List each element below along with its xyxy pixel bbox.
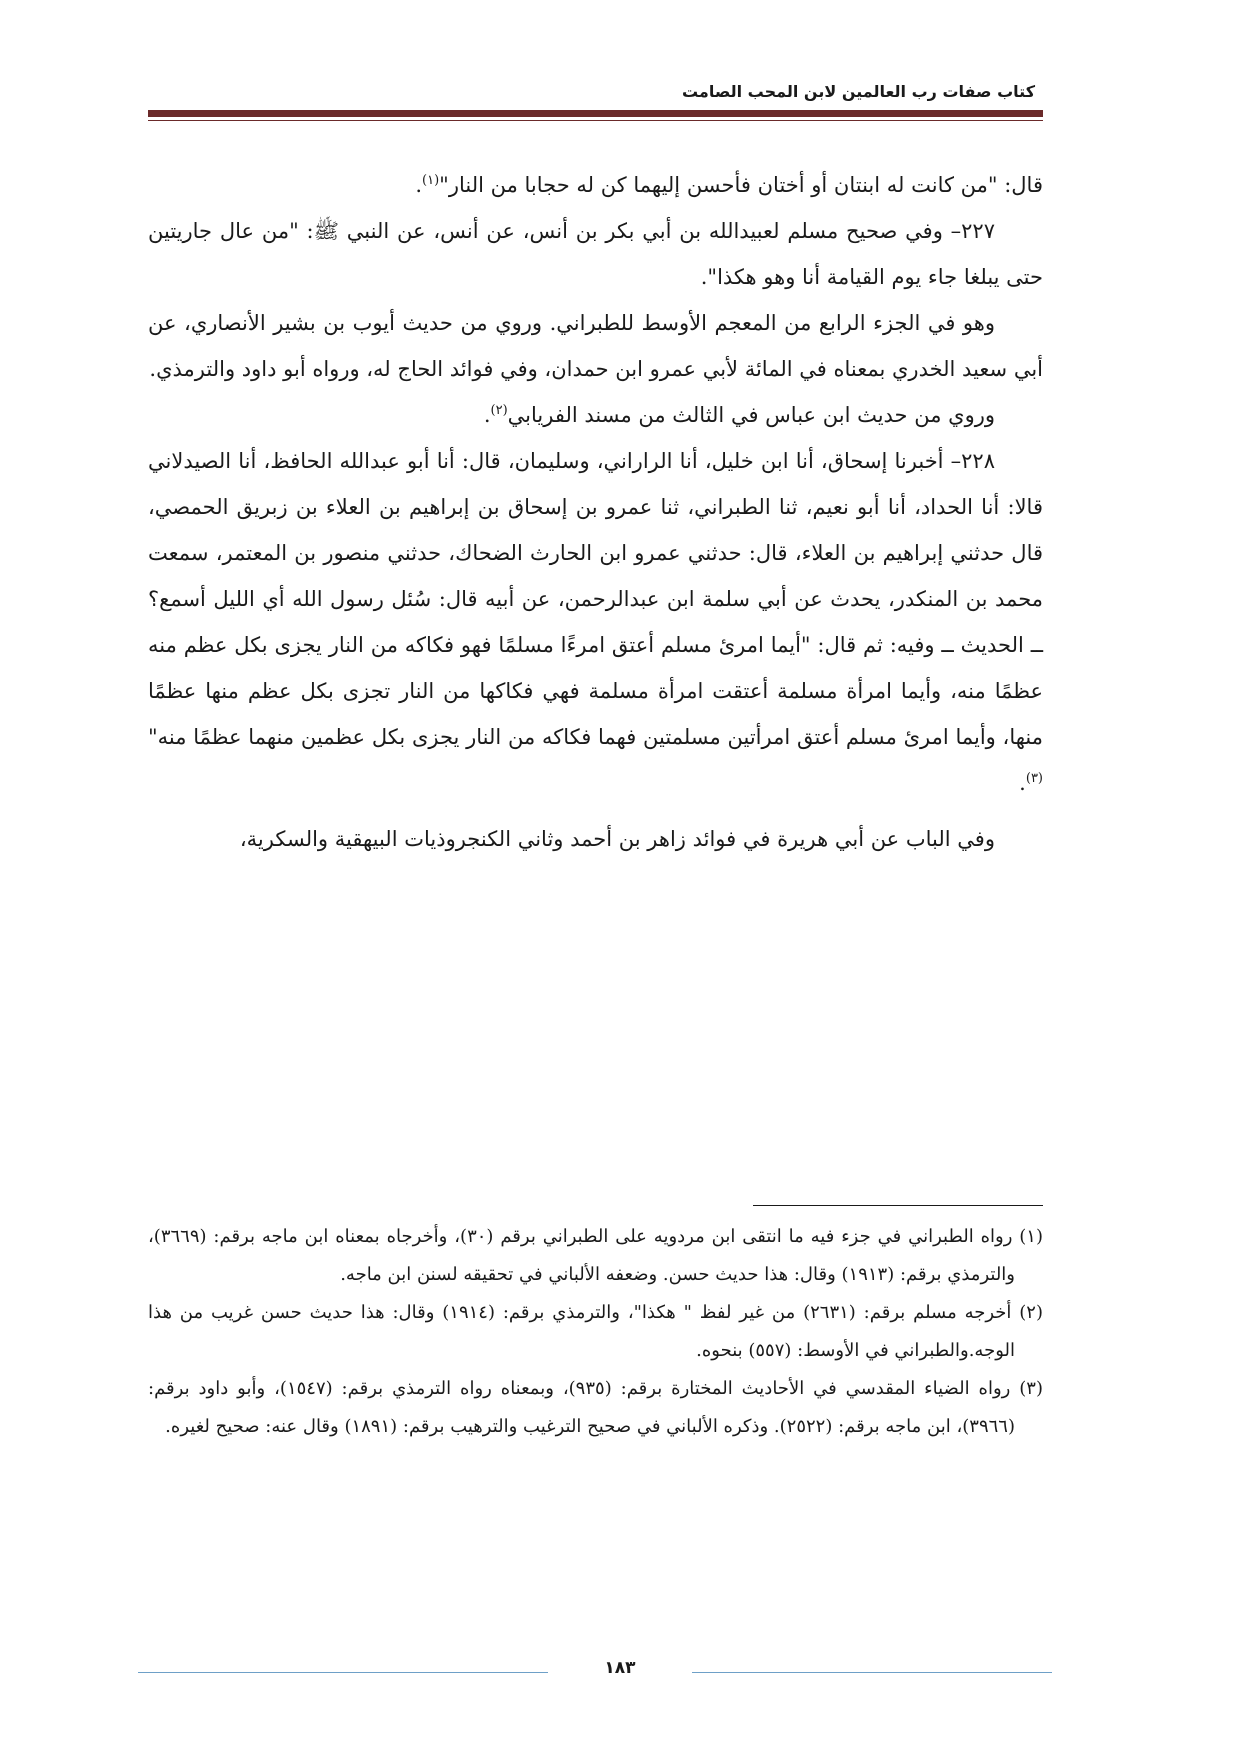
footnote-1: (١) رواه الطبراني في جزء فيه ما انتقى ابن مردويه على الطبراني برقم (٣٠)، وأخرجاه بمعناه ابن ماجه برقم: (٣٦٦٩)، والترمذي برقم: (١٩١٣) وقال: هذا حديث حسن. وضعفه الألباني في تحقيقه لسنن ابن ماجه. — [148, 1226, 1043, 1285]
paragraph-5-end: . — [1019, 771, 1026, 795]
paragraph-5-text: ٢٢٨– أخبرنا إسحاق، أنا ابن خليل، أنا الراراني، وسليمان، قال: أنا أبو عبدالله الحافظ، أنا الصيدلاني قالا: أنا الحداد، أنا أبو نعيم، ثنا الطبراني، ثنا عمرو بن إسحاق بن إبراهيم بن العلاء بن زبريق الحمصي، قال حدثني إبراهيم بن العلاء، قال: حدثني عمرو ابن الحارث الضحاك، حدثني منصور بن المعتمر، سمعت محمد بن المنكدر، يحدث عن أبي سلمة ابن عبدالرحمن، عن أبيه قال: سُئل رسول الله أي الليل أسمع؟ ــ الحديث ــ وفيه: ثم قال: "أيما امرئ مسلم أعتق امرءًا مسلمًا فهو فكاكه من النار يجزى بكل عظم منه عظمًا منه، وأيما امرأة مسلمة أعتقت امرأة مسلمة فهي فكاكها من النار تجزى بكل عظم منها عظمًا منها، وأيما امرئ مسلم أعتق امرأتين مسلمتين فهما فكاكه من النار يجزى بكل عظمين منهما عظمًا منه" — [148, 449, 1043, 749]
footnote-marker-3: (٣) — [1025, 771, 1043, 786]
paragraph-3: وهو في الجزء الرابع من المعجم الأوسط للطبراني. وروي من حديث أيوب بن بشير الأنصاري، عن أبي سعيد الخدري بمعناه في المائة لأبي عمرو ابن حمدان، وفي فوائد الحاج له، ورواه أبو داود والترمذي. — [148, 311, 1043, 381]
paragraph-4-text: وروي من حديث ابن عباس في الثالث من مسند الفريابي — [507, 403, 995, 427]
header-rule — [148, 110, 1043, 117]
paragraph-1 — [148, 162, 1043, 208]
footnote-separator — [753, 1205, 1043, 1206]
running-title: كتاب صفات رب العالمين لابن المحب الصامت — [681, 82, 1035, 101]
page-number: ١٨٣ — [604, 1658, 636, 1678]
footnote-2: (٢) أخرجه مسلم برقم: (٢٦٣١) من غير لفظ " هكذا"، والترمذي برقم: (١٩١٤) وقال: هذا حديث حسن غريب من هذا الوجه.والطبراني في الأوسط: (٥٥٧) بنحوه. — [148, 1302, 1043, 1361]
footnote-marker-2: (٢) — [490, 403, 508, 418]
paragraph-4-end: . — [483, 403, 491, 427]
footnote-marker-1: (١) — [422, 173, 440, 188]
main-text — [148, 162, 1043, 862]
paragraph-6: وفي الباب عن أبي هريرة في فوائد زاهر بن أحمد وثاني الكنجروذيات البيهقية والسكرية، — [239, 827, 995, 851]
footnotes — [148, 1218, 1043, 1446]
paragraph-4 — [148, 392, 1043, 438]
paragraph-1-end: . — [415, 173, 423, 197]
paragraph-1-text: قال: "من كانت له ابنتان أو أختان فأحسن إليهما كن له حجابا من النار" — [439, 173, 1043, 197]
paragraph-2: ٢٢٧– وفي صحيح مسلم لعبيدالله بن أبي بكر بن أنس، عن أنس، عن النبي ﷺ: "من عال جاريتين حتى يبلغا جاء يوم القيامة أنا وهو هكذا". — [148, 219, 1043, 289]
footer-rule-left — [138, 1672, 548, 1673]
footnote-3: (٣) رواه الضياء المقدسي في الأحاديث المختارة برقم: (٩٣٥)، وبمعناه رواه الترمذي برقم: (١٥٤٧)، وأبو داود برقم: (٣٩٦٦)، ابن ماجه برقم: (٢٥٢٢). وذكره الألباني في صحيح الترغيب والترهيب برقم: (١٨٩١) وقال عنه: صحيح لغيره. — [148, 1378, 1043, 1437]
header-rule-thin — [148, 120, 1043, 121]
footer-rule-right — [692, 1672, 1052, 1673]
paragraph-5 — [148, 438, 1043, 806]
